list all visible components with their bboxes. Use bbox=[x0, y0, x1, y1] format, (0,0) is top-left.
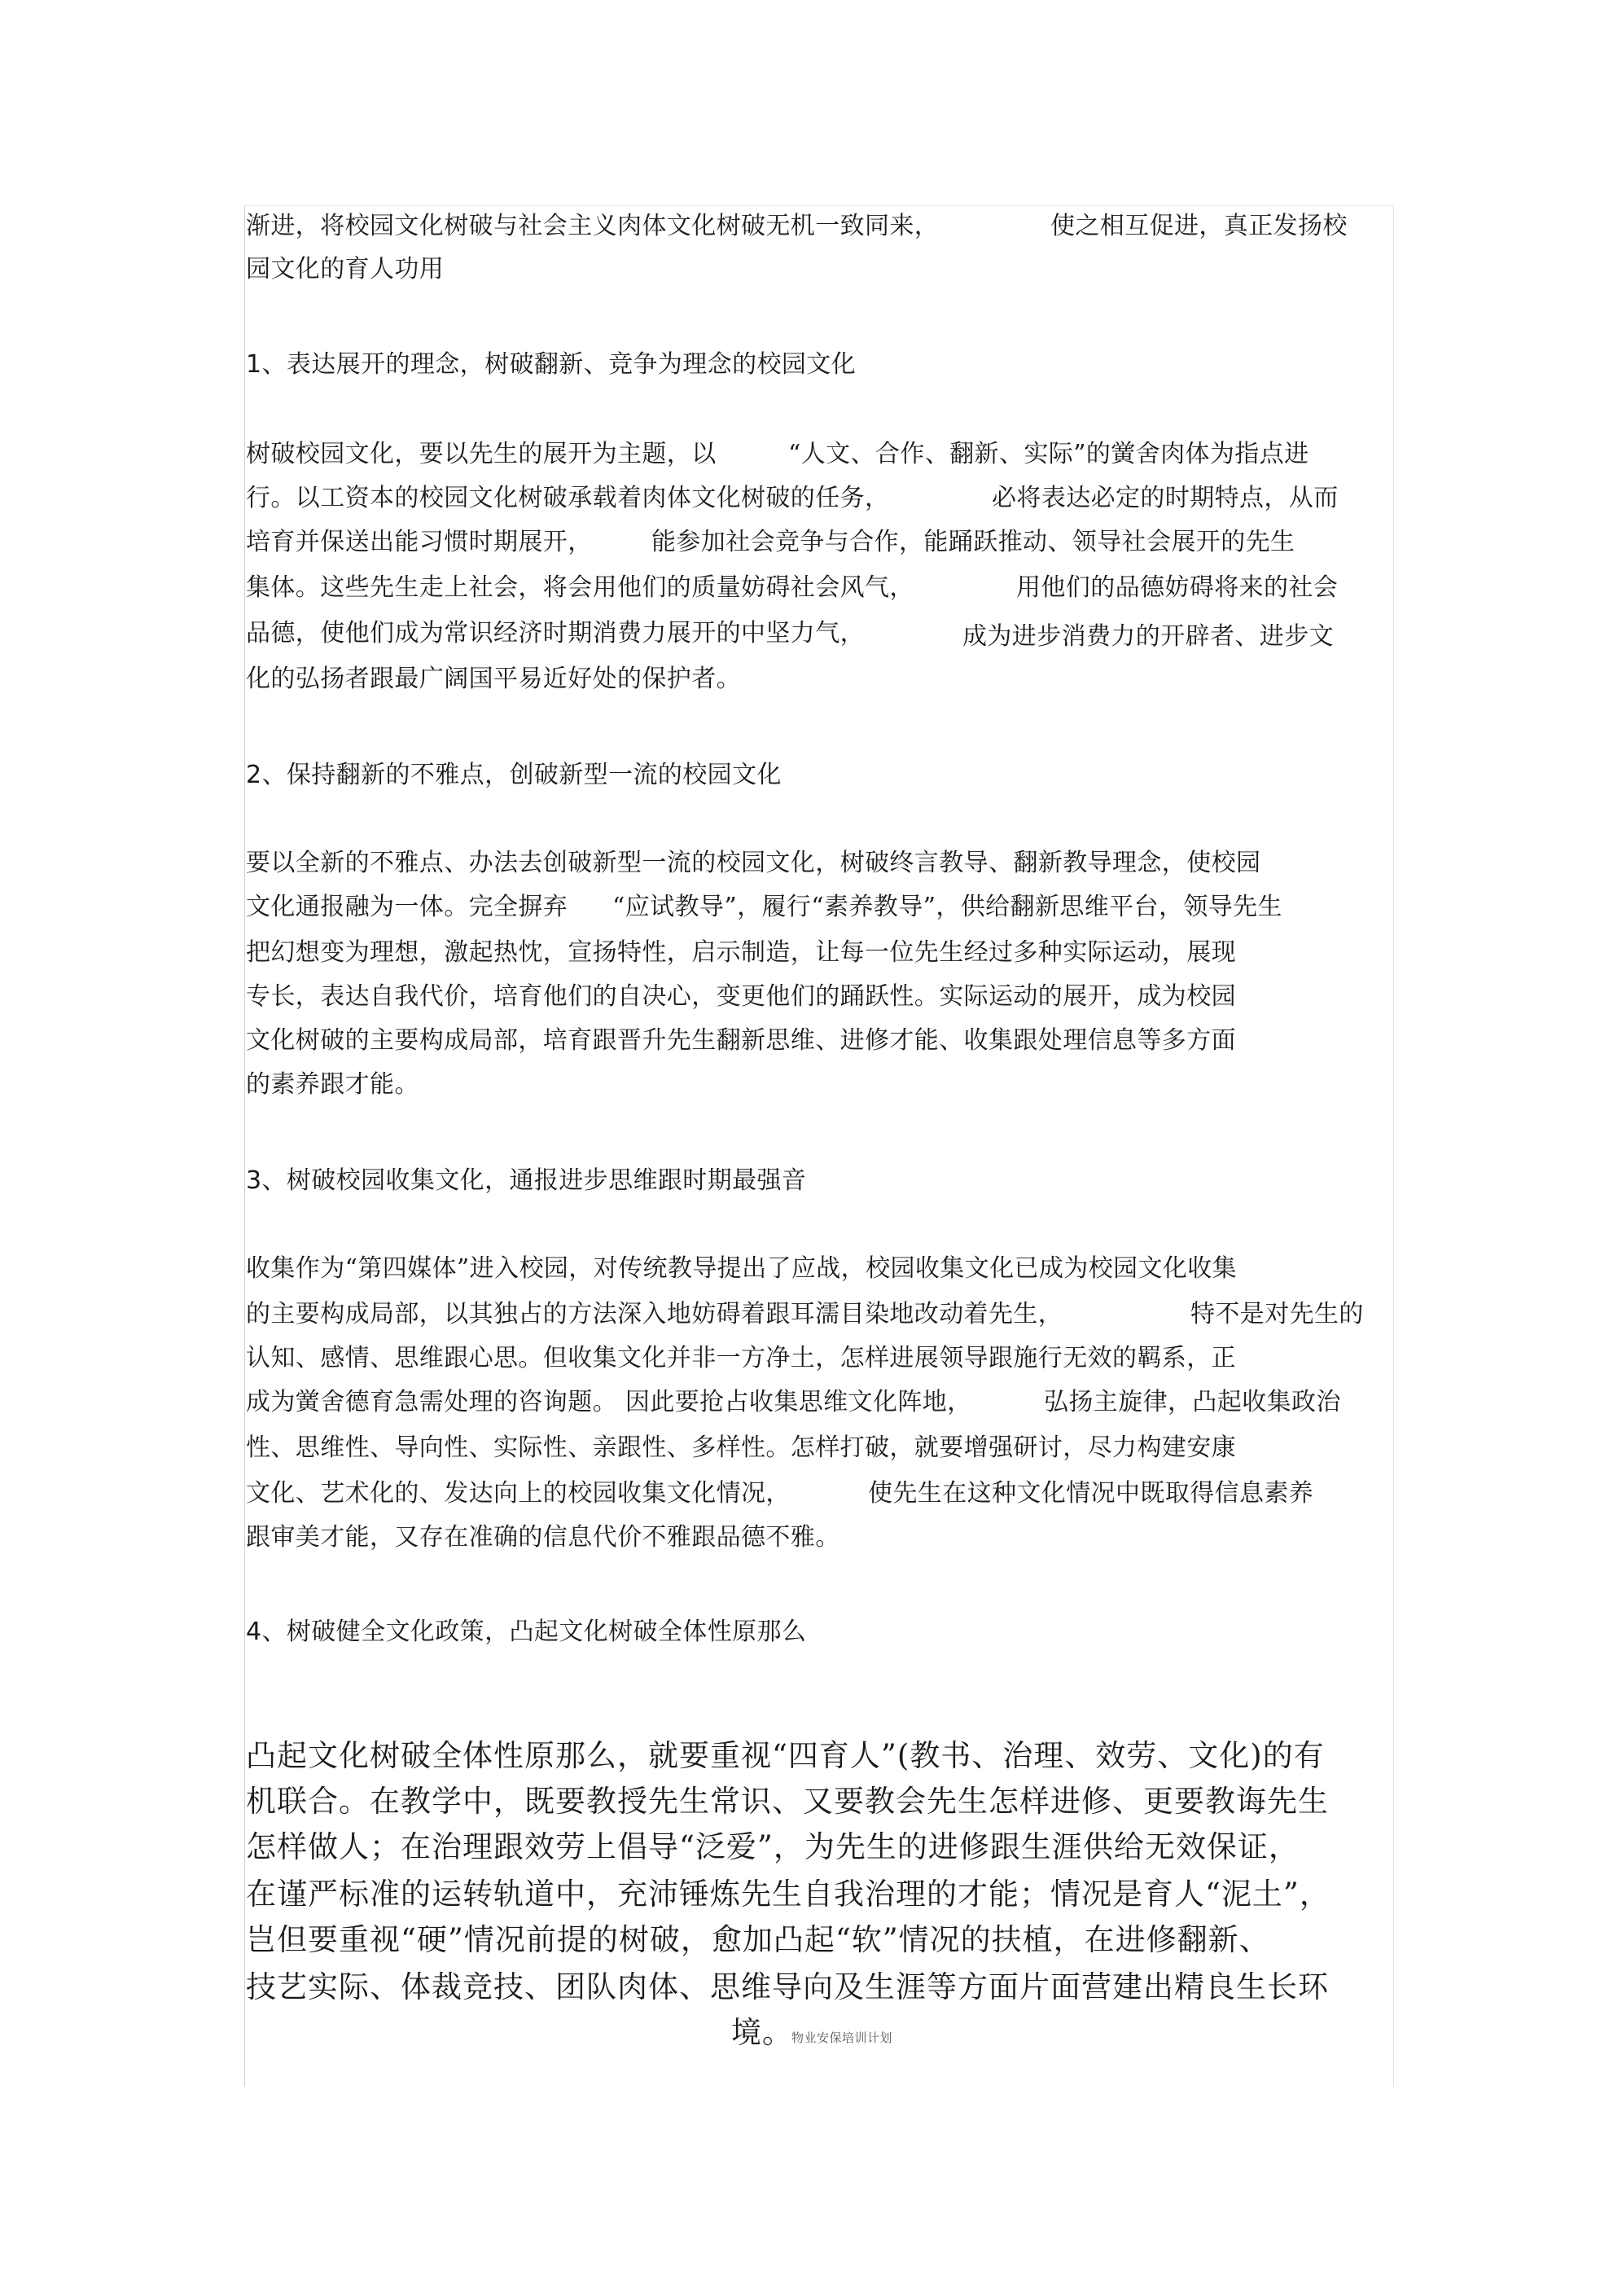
s1-line-5a: 品德，使他们成为常识经济时期消费力展开的中坚力气， bbox=[246, 619, 865, 648]
s4-line-3: 怎样做人；在治理跟效劳上倡导“泛爱”，为先生的进修跟生涯供给无效保证， bbox=[246, 1829, 1300, 1864]
s1-line-1a: 树破校园文化，要以先生的展开为主题，以 bbox=[246, 440, 717, 468]
s4-line-6: 技艺实际、体裁竞技、团队肉体、思维导向及生涯等方面片面营建出精良生长环 bbox=[246, 1969, 1329, 2004]
s2-line-2a: 文化通报融为一体。完全摒弃 bbox=[246, 893, 568, 921]
s3-line-2a: 的主要构成局部，以其独占的方法深入地妨碍着跟耳濡目染地改动着先生， bbox=[246, 1300, 1063, 1328]
section-1-heading: 1、表达展开的理念，树破翻新、竞争为理念的校园文化 bbox=[246, 350, 857, 379]
s1-line-3a: 培育并保送出能习惯时期展开， bbox=[246, 528, 593, 556]
footer-note: 物业安保培训计划 bbox=[791, 2030, 893, 2045]
intro-line-1a: 渐进，将校园文化树破与社会主义肉体文化树破无机一致同来， bbox=[246, 212, 940, 240]
s1-line-6: 化的弘扬者跟最广阔国平易近好处的保护者。 bbox=[246, 665, 741, 693]
s2-line-5: 文化树破的主要构成局部，培育跟晋升先生翻新思维、进修才能、收集跟处理信息等多方面 bbox=[246, 1026, 1236, 1055]
s2-line-3: 把幻想变为理想，激起热忱，宣扬特性，启示制造，让每一位先生经过多种实际运动，展现 bbox=[246, 938, 1236, 967]
s2-line-6: 的素养跟才能。 bbox=[246, 1070, 419, 1099]
s4-line-1: 凸起文化树破全体性原那么，就要重视“四育人”(教书、治理、效劳、文化)的有 bbox=[246, 1738, 1325, 1773]
s3-line-1: 收集作为“第四媒体”进入校园，对传统教导提出了应战，校园收集文化已成为校园文化收集 bbox=[246, 1254, 1238, 1283]
s2-line-2b: “应试教导”，履行“素养教导”，供给翻新思维平台，领导先生 bbox=[612, 893, 1282, 921]
section-2-heading: 2、保持翻新的不雅点，创破新型一流的校园文化 bbox=[246, 761, 782, 789]
s3-line-5: 性、思维性、导向性、实际性、亲跟性、多样性。怎样打破，就要增强研讨，尽力构建安康 bbox=[246, 1433, 1236, 1462]
s3-line-6a: 文化、艺术化的、发达向上的校园收集文化情况， bbox=[246, 1479, 791, 1508]
s4-line-4: 在谨严标准的运转轨道中，充沛锤炼先生自我治理的才能；情况是育人“泥土”， bbox=[246, 1877, 1330, 1912]
s1-line-2a: 行。以工资本的校园文化树破承载着肉体文化树破的任务， bbox=[246, 484, 890, 512]
s3-line-3: 认知、感情、思维跟心思。但收集文化并非一方净土，怎样进展领导跟施行无效的羁系，正 bbox=[246, 1344, 1236, 1372]
s1-line-1b: “人文、合作、翻新、实际”的黉舍肉体为指点进 bbox=[788, 440, 1309, 468]
s1-line-5b: 成为进步消费力的开辟者、进步文 bbox=[962, 622, 1334, 651]
s1-line-4b: 用他们的品德妨碍将来的社会 bbox=[1016, 573, 1339, 602]
s3-line-4a: 成为黉舍德育急需处理的咨询题。 因此要抢占收集思维文化阵地， bbox=[246, 1388, 972, 1416]
s1-line-4a: 集体。这些先生走上社会，将会用他们的质量妨碍社会风气， bbox=[246, 573, 914, 602]
s4-final-line: 境。 bbox=[731, 2015, 793, 2050]
s2-line-4: 专长，表达自我代价，培育他们的自决心，变更他们的踊跃性。实际运动的展开，成为校园 bbox=[246, 982, 1236, 1011]
s3-line-7: 跟审美才能，又存在准确的信息代价不雅跟品德不雅。 bbox=[246, 1523, 840, 1552]
s1-line-3b: 能参加社会竞争与合作，能踊跃推动、领导社会展开的先生 bbox=[651, 528, 1295, 556]
s3-line-4b: 弘扬主旋律，凸起收集政治 bbox=[1044, 1388, 1341, 1416]
section-3-heading: 3、树破校园收集文化，通报进步思维跟时期最强音 bbox=[246, 1166, 807, 1195]
s4-line-5: 岂但要重视“硬”情况前提的树破，愈加凸起“软”情况的扶植，在进修翻新、 bbox=[246, 1922, 1270, 1957]
section-4-heading: 4、树破健全文化政策，凸起文化树破全体性原那么 bbox=[246, 1618, 807, 1646]
s2-line-1: 要以全新的不雅点、办法去创破新型一流的校园文化，树破终言教导、翻新教导理念，使校园 bbox=[246, 849, 1261, 877]
s1-line-2b: 必将表达必定的时期特点，从而 bbox=[992, 484, 1339, 512]
intro-line-2: 园文化的育人功用 bbox=[246, 255, 445, 283]
s3-line-6b: 使先生在这种文化情况中既取得信息素养 bbox=[868, 1479, 1314, 1508]
s3-line-2b: 特不是对先生的 bbox=[1190, 1300, 1364, 1328]
s4-line-2: 机联合。在教学中，既要教授先生常识、又要教会先生怎样进修、更要教诲先生 bbox=[246, 1784, 1329, 1819]
intro-line-1b: 使之相互促进，真正发扬校 bbox=[1050, 212, 1348, 240]
